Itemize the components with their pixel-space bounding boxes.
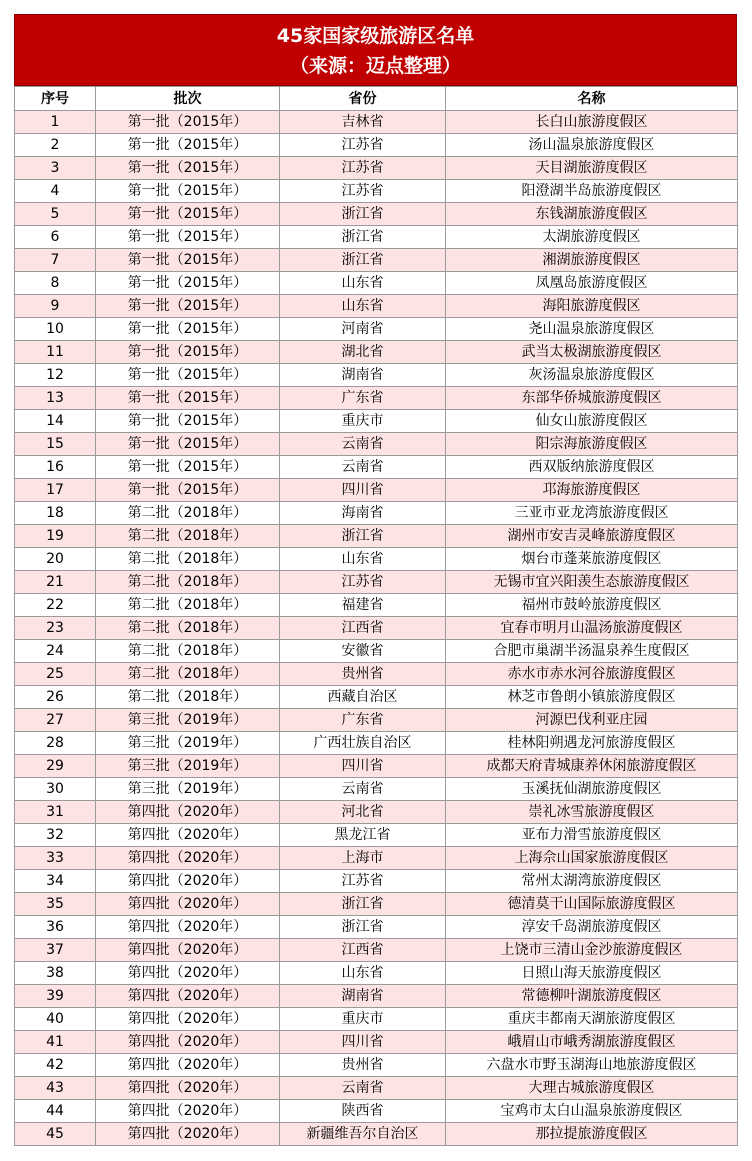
cell-province: 西藏自治区 bbox=[280, 686, 446, 709]
table-row bbox=[15, 1077, 738, 1100]
cell-province: 福建省 bbox=[280, 594, 446, 617]
table-row bbox=[15, 410, 738, 433]
cell-batch: 第一批（2015年） bbox=[96, 249, 280, 272]
cell-province: 广东省 bbox=[280, 709, 446, 732]
cell-index: 33 bbox=[15, 847, 96, 870]
cell-batch: 第一批（2015年） bbox=[96, 410, 280, 433]
cell-batch: 第四批（2020年） bbox=[96, 1100, 280, 1123]
cell-name: 天目湖旅游度假区 bbox=[446, 157, 738, 180]
table-row bbox=[15, 1031, 738, 1054]
cell-index: 31 bbox=[15, 801, 96, 824]
cell-name: 武当太极湖旅游度假区 bbox=[446, 341, 738, 364]
cell-index: 24 bbox=[15, 640, 96, 663]
cell-name: 亚布力滑雪旅游度假区 bbox=[446, 824, 738, 847]
table-row bbox=[15, 157, 738, 180]
cell-index: 36 bbox=[15, 916, 96, 939]
cell-batch: 第一批（2015年） bbox=[96, 433, 280, 456]
cell-province: 广东省 bbox=[280, 387, 446, 410]
cell-index: 35 bbox=[15, 893, 96, 916]
table-body bbox=[15, 111, 738, 1146]
cell-index: 15 bbox=[15, 433, 96, 456]
cell-index: 5 bbox=[15, 203, 96, 226]
table-row bbox=[15, 433, 738, 456]
cell-province: 新疆维吾尔自治区 bbox=[280, 1123, 446, 1146]
cell-batch: 第四批（2020年） bbox=[96, 1054, 280, 1077]
cell-batch: 第一批（2015年） bbox=[96, 341, 280, 364]
cell-name: 湘湖旅游度假区 bbox=[446, 249, 738, 272]
cell-index: 21 bbox=[15, 571, 96, 594]
cell-province: 广西壮族自治区 bbox=[280, 732, 446, 755]
cell-province: 江苏省 bbox=[280, 180, 446, 203]
cell-batch: 第三批（2019年） bbox=[96, 732, 280, 755]
cell-province: 重庆市 bbox=[280, 410, 446, 433]
table-row bbox=[15, 548, 738, 571]
cell-batch: 第一批（2015年） bbox=[96, 387, 280, 410]
cell-province: 黑龙江省 bbox=[280, 824, 446, 847]
cell-province: 浙江省 bbox=[280, 203, 446, 226]
cell-name: 无锡市宜兴阳羡生态旅游度假区 bbox=[446, 571, 738, 594]
table-row bbox=[15, 249, 738, 272]
cell-index: 3 bbox=[15, 157, 96, 180]
cell-province: 四川省 bbox=[280, 479, 446, 502]
cell-batch: 第二批（2018年） bbox=[96, 640, 280, 663]
cell-name: 福州市鼓岭旅游度假区 bbox=[446, 594, 738, 617]
table-row bbox=[15, 134, 738, 157]
cell-province: 云南省 bbox=[280, 1077, 446, 1100]
table-source: （来源：迈点整理） bbox=[289, 55, 461, 77]
cell-province: 云南省 bbox=[280, 433, 446, 456]
cell-index: 16 bbox=[15, 456, 96, 479]
cell-batch: 第一批（2015年） bbox=[96, 364, 280, 387]
cell-name: 桂林阳朔遇龙河旅游度假区 bbox=[446, 732, 738, 755]
cell-batch: 第四批（2020年） bbox=[96, 1123, 280, 1146]
cell-batch: 第一批（2015年） bbox=[96, 295, 280, 318]
cell-batch: 第三批（2019年） bbox=[96, 755, 280, 778]
cell-province: 湖南省 bbox=[280, 364, 446, 387]
table-row bbox=[15, 755, 738, 778]
cell-index: 40 bbox=[15, 1008, 96, 1031]
cell-name: 烟台市蓬莱旅游度假区 bbox=[446, 548, 738, 571]
cell-index: 45 bbox=[15, 1123, 96, 1146]
cell-index: 28 bbox=[15, 732, 96, 755]
cell-index: 22 bbox=[15, 594, 96, 617]
cell-name: 长白山旅游度假区 bbox=[446, 111, 738, 134]
cell-batch: 第一批（2015年） bbox=[96, 180, 280, 203]
header-index: 序号 bbox=[15, 87, 96, 111]
cell-batch: 第二批（2018年） bbox=[96, 686, 280, 709]
cell-province: 浙江省 bbox=[280, 893, 446, 916]
cell-index: 23 bbox=[15, 617, 96, 640]
cell-province: 山东省 bbox=[280, 272, 446, 295]
cell-province: 浙江省 bbox=[280, 916, 446, 939]
cell-index: 18 bbox=[15, 502, 96, 525]
cell-batch: 第一批（2015年） bbox=[96, 456, 280, 479]
cell-name: 德清莫干山国际旅游度假区 bbox=[446, 893, 738, 916]
table-row bbox=[15, 824, 738, 847]
cell-batch: 第四批（2020年） bbox=[96, 916, 280, 939]
cell-province: 安徽省 bbox=[280, 640, 446, 663]
cell-name: 日照山海天旅游度假区 bbox=[446, 962, 738, 985]
header-row bbox=[15, 87, 738, 111]
cell-name: 阳澄湖半岛旅游度假区 bbox=[446, 180, 738, 203]
cell-province: 浙江省 bbox=[280, 525, 446, 548]
table-row bbox=[15, 525, 738, 548]
cell-name: 上海佘山国家旅游度假区 bbox=[446, 847, 738, 870]
cell-province: 重庆市 bbox=[280, 1008, 446, 1031]
table-row bbox=[15, 939, 738, 962]
cell-index: 41 bbox=[15, 1031, 96, 1054]
cell-batch: 第一批（2015年） bbox=[96, 226, 280, 249]
cell-batch: 第四批（2020年） bbox=[96, 985, 280, 1008]
cell-name: 合肥市巢湖半汤温泉养生度假区 bbox=[446, 640, 738, 663]
cell-name: 重庆丰都南天湖旅游度假区 bbox=[446, 1008, 738, 1031]
cell-index: 6 bbox=[15, 226, 96, 249]
cell-province: 浙江省 bbox=[280, 249, 446, 272]
cell-province: 江苏省 bbox=[280, 157, 446, 180]
table-row bbox=[15, 1100, 738, 1123]
cell-name: 成都天府青城康养休闲旅游度假区 bbox=[446, 755, 738, 778]
table-row bbox=[15, 709, 738, 732]
cell-index: 19 bbox=[15, 525, 96, 548]
cell-index: 4 bbox=[15, 180, 96, 203]
table-row bbox=[15, 272, 738, 295]
table-row bbox=[15, 318, 738, 341]
cell-name: 淳安千岛湖旅游度假区 bbox=[446, 916, 738, 939]
cell-index: 26 bbox=[15, 686, 96, 709]
cell-batch: 第一批（2015年） bbox=[96, 318, 280, 341]
cell-name: 阳宗海旅游度假区 bbox=[446, 433, 738, 456]
cell-index: 42 bbox=[15, 1054, 96, 1077]
cell-name: 赤水市赤水河谷旅游度假区 bbox=[446, 663, 738, 686]
table-row bbox=[15, 893, 738, 916]
cell-name: 大理古城旅游度假区 bbox=[446, 1077, 738, 1100]
table-row bbox=[15, 732, 738, 755]
table-row bbox=[15, 341, 738, 364]
cell-name: 仙女山旅游度假区 bbox=[446, 410, 738, 433]
table-row bbox=[15, 686, 738, 709]
table-row bbox=[15, 180, 738, 203]
cell-index: 8 bbox=[15, 272, 96, 295]
header-province: 省份 bbox=[280, 87, 446, 111]
cell-index: 30 bbox=[15, 778, 96, 801]
table-row bbox=[15, 640, 738, 663]
cell-index: 20 bbox=[15, 548, 96, 571]
cell-name: 灰汤温泉旅游度假区 bbox=[446, 364, 738, 387]
cell-index: 38 bbox=[15, 962, 96, 985]
cell-name: 玉溪抚仙湖旅游度假区 bbox=[446, 778, 738, 801]
table-row bbox=[15, 962, 738, 985]
cell-province: 云南省 bbox=[280, 456, 446, 479]
cell-province: 山东省 bbox=[280, 295, 446, 318]
cell-batch: 第四批（2020年） bbox=[96, 962, 280, 985]
cell-name: 宝鸡市太白山温泉旅游度假区 bbox=[446, 1100, 738, 1123]
cell-index: 43 bbox=[15, 1077, 96, 1100]
cell-batch: 第四批（2020年） bbox=[96, 1077, 280, 1100]
table-row bbox=[15, 387, 738, 410]
cell-name: 西双版纳旅游度假区 bbox=[446, 456, 738, 479]
table-row bbox=[15, 801, 738, 824]
cell-batch: 第四批（2020年） bbox=[96, 824, 280, 847]
cell-index: 29 bbox=[15, 755, 96, 778]
cell-index: 9 bbox=[15, 295, 96, 318]
cell-name: 邛海旅游度假区 bbox=[446, 479, 738, 502]
cell-index: 14 bbox=[15, 410, 96, 433]
cell-name: 宜春市明月山温汤旅游度假区 bbox=[446, 617, 738, 640]
cell-name: 东钱湖旅游度假区 bbox=[446, 203, 738, 226]
table-row bbox=[15, 502, 738, 525]
cell-index: 2 bbox=[15, 134, 96, 157]
cell-batch: 第四批（2020年） bbox=[96, 893, 280, 916]
cell-province: 浙江省 bbox=[280, 226, 446, 249]
table-row bbox=[15, 870, 738, 893]
cell-index: 11 bbox=[15, 341, 96, 364]
table-row bbox=[15, 203, 738, 226]
cell-index: 13 bbox=[15, 387, 96, 410]
cell-province: 山东省 bbox=[280, 962, 446, 985]
cell-name: 那拉提旅游度假区 bbox=[446, 1123, 738, 1146]
table-row bbox=[15, 479, 738, 502]
cell-index: 37 bbox=[15, 939, 96, 962]
table-row bbox=[15, 916, 738, 939]
cell-province: 上海市 bbox=[280, 847, 446, 870]
cell-batch: 第四批（2020年） bbox=[96, 847, 280, 870]
cell-name: 六盘水市野玉湖海山地旅游度假区 bbox=[446, 1054, 738, 1077]
cell-name: 常德柳叶湖旅游度假区 bbox=[446, 985, 738, 1008]
table-row bbox=[15, 985, 738, 1008]
cell-province: 河南省 bbox=[280, 318, 446, 341]
cell-batch: 第四批（2020年） bbox=[96, 801, 280, 824]
cell-batch: 第四批（2020年） bbox=[96, 1031, 280, 1054]
cell-province: 河北省 bbox=[280, 801, 446, 824]
cell-name: 尧山温泉旅游度假区 bbox=[446, 318, 738, 341]
scenic-area-table bbox=[14, 86, 738, 1146]
cell-province: 江苏省 bbox=[280, 571, 446, 594]
table-row bbox=[15, 847, 738, 870]
cell-batch: 第四批（2020年） bbox=[96, 1008, 280, 1031]
table-row bbox=[15, 364, 738, 387]
table-row bbox=[15, 1054, 738, 1077]
cell-name: 三亚市亚龙湾旅游度假区 bbox=[446, 502, 738, 525]
cell-name: 湖州市安吉灵峰旅游度假区 bbox=[446, 525, 738, 548]
cell-name: 海阳旅游度假区 bbox=[446, 295, 738, 318]
cell-province: 四川省 bbox=[280, 1031, 446, 1054]
cell-batch: 第二批（2018年） bbox=[96, 571, 280, 594]
cell-province: 贵州省 bbox=[280, 663, 446, 686]
table-row bbox=[15, 226, 738, 249]
table-row bbox=[15, 617, 738, 640]
cell-index: 10 bbox=[15, 318, 96, 341]
cell-batch: 第一批（2015年） bbox=[96, 272, 280, 295]
cell-province: 四川省 bbox=[280, 755, 446, 778]
table-row bbox=[15, 456, 738, 479]
cell-batch: 第二批（2018年） bbox=[96, 594, 280, 617]
cell-index: 1 bbox=[15, 111, 96, 134]
cell-name: 汤山温泉旅游度假区 bbox=[446, 134, 738, 157]
table-row bbox=[15, 1123, 738, 1146]
cell-index: 32 bbox=[15, 824, 96, 847]
cell-name: 上饶市三清山金沙旅游度假区 bbox=[446, 939, 738, 962]
cell-index: 17 bbox=[15, 479, 96, 502]
cell-batch: 第一批（2015年） bbox=[96, 134, 280, 157]
cell-province: 江西省 bbox=[280, 939, 446, 962]
cell-batch: 第四批（2020年） bbox=[96, 870, 280, 893]
cell-province: 江苏省 bbox=[280, 870, 446, 893]
table-row bbox=[15, 295, 738, 318]
cell-batch: 第二批（2018年） bbox=[96, 525, 280, 548]
cell-province: 山东省 bbox=[280, 548, 446, 571]
cell-batch: 第一批（2015年） bbox=[96, 479, 280, 502]
cell-index: 44 bbox=[15, 1100, 96, 1123]
cell-province: 陕西省 bbox=[280, 1100, 446, 1123]
header-name: 名称 bbox=[446, 87, 738, 111]
header-batch: 批次 bbox=[96, 87, 280, 111]
cell-index: 25 bbox=[15, 663, 96, 686]
cell-batch: 第四批（2020年） bbox=[96, 939, 280, 962]
cell-name: 峨眉山市峨秀湖旅游度假区 bbox=[446, 1031, 738, 1054]
cell-batch: 第二批（2018年） bbox=[96, 548, 280, 571]
cell-batch: 第一批（2015年） bbox=[96, 111, 280, 134]
cell-index: 27 bbox=[15, 709, 96, 732]
title-banner bbox=[14, 14, 737, 86]
cell-province: 江苏省 bbox=[280, 134, 446, 157]
cell-name: 凤凰岛旅游度假区 bbox=[446, 272, 738, 295]
cell-province: 吉林省 bbox=[280, 111, 446, 134]
cell-province: 湖南省 bbox=[280, 985, 446, 1008]
table-row bbox=[15, 111, 738, 134]
cell-province: 湖北省 bbox=[280, 341, 446, 364]
document bbox=[14, 14, 737, 1146]
table-row bbox=[15, 571, 738, 594]
cell-province: 海南省 bbox=[280, 502, 446, 525]
cell-batch: 第二批（2018年） bbox=[96, 502, 280, 525]
table-row bbox=[15, 1008, 738, 1031]
cell-name: 东部华侨城旅游度假区 bbox=[446, 387, 738, 410]
cell-province: 贵州省 bbox=[280, 1054, 446, 1077]
cell-batch: 第三批（2019年） bbox=[96, 709, 280, 732]
table-row bbox=[15, 778, 738, 801]
cell-name: 太湖旅游度假区 bbox=[446, 226, 738, 249]
cell-index: 12 bbox=[15, 364, 96, 387]
cell-batch: 第一批（2015年） bbox=[96, 157, 280, 180]
cell-name: 常州太湖湾旅游度假区 bbox=[446, 870, 738, 893]
cell-batch: 第三批（2019年） bbox=[96, 778, 280, 801]
table-row bbox=[15, 594, 738, 617]
cell-name: 林芝市鲁朗小镇旅游度假区 bbox=[446, 686, 738, 709]
cell-index: 34 bbox=[15, 870, 96, 893]
cell-batch: 第一批（2015年） bbox=[96, 203, 280, 226]
cell-batch: 第二批（2018年） bbox=[96, 663, 280, 686]
cell-batch: 第二批（2018年） bbox=[96, 617, 280, 640]
table-row bbox=[15, 663, 738, 686]
cell-index: 7 bbox=[15, 249, 96, 272]
cell-name: 崇礼冰雪旅游度假区 bbox=[446, 801, 738, 824]
cell-index: 39 bbox=[15, 985, 96, 1008]
cell-province: 江西省 bbox=[280, 617, 446, 640]
table-title: 45家国家级旅游区名单 bbox=[276, 25, 475, 47]
cell-name: 河源巴伐利亚庄园 bbox=[446, 709, 738, 732]
cell-province: 云南省 bbox=[280, 778, 446, 801]
